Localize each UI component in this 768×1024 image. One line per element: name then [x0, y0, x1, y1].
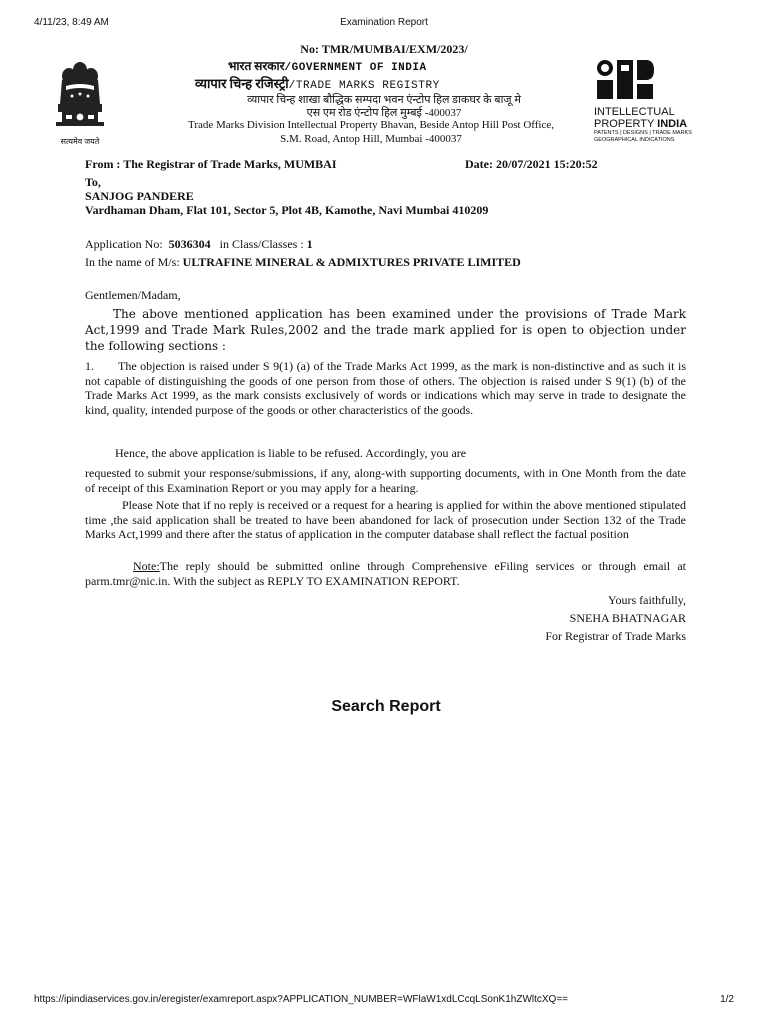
applicant-line — [85, 255, 521, 270]
request-paragraph: requested to submit your response/submissions, if any, along-with supporting documents, with in One Month from the date of receipt of this Examination Report or you may apply for a hearing. — [85, 466, 686, 495]
application-no: 5036304 — [168, 237, 211, 251]
note-text: The reply should be submitted online through Comprehensive eFiling services or through email at parm.tmr@nic.in. With the subject as REPLY TO EXAMINATION REPORT. — [85, 559, 686, 588]
applicant-label: In the name of M/s: — [85, 255, 180, 269]
application-line — [85, 237, 313, 252]
please-note-paragraph: Please Note that if no reply is received or a request for a hearing is applied for within the above mentioned stipulated time ,the said application shall be treated to have been abandoned for lack of prosecution under Section 132 of the Trade Marks Act,1999 and there after the status of application in the computer database shall reflect the factual position — [85, 498, 686, 541]
reference-number: No: TMR/MUMBAI/EXM/2023/ — [300, 42, 468, 56]
gov-english: /GOVERNMENT OF INDIA — [284, 62, 427, 74]
gov-hindi: भारत सरकार — [228, 59, 285, 73]
applicant-name: ULTRAFINE MINERAL & ADMIXTURES PRIVATE LIMITED — [182, 255, 521, 269]
ip-india-mark-icon — [594, 57, 656, 101]
note-paragraph — [85, 559, 686, 588]
ipi-line2: PROPERTY INDIA — [594, 118, 688, 130]
address-hindi-2: एस एम रोड एंन्टोप हिल मुम्बई -400037 — [306, 107, 462, 119]
note-label: Note: — [133, 559, 160, 573]
salutation: Gentlemen/Madam, — [85, 288, 181, 302]
recipient-address: Vardhaman Dham, Flat 101, Sector 5, Plot 4B, Kamothe, Navi Mumbai 410209 — [85, 203, 489, 217]
to-label: To, — [85, 175, 101, 189]
ip-india-logo — [594, 57, 704, 141]
class-value: 1 — [306, 237, 313, 251]
address-english-1: Trade Marks Division Intellectual Property Bhavan, Beside Antop Hill Post Office, — [187, 119, 554, 131]
print-title: Examination Report — [340, 17, 428, 28]
emblem-caption: सत्यमेव जयते — [60, 137, 100, 146]
objection-text: The objection is raised under S 9(1) (a) of the Trade Marks Act 1999, as the mark is non-distinctive and as such it is not capable of distinguishing the goods of one person from those of others. The objection is raised under S 9(1) (b) of the Trade Marks Act 1999, as the mark consists exclusively of words or indications which may serve in trade to designate the kind, quality, intended purpose of the goods or other characteristics of the goods. — [85, 359, 686, 417]
search-report-title: Search Report — [331, 698, 441, 715]
ipi-line1: INTELLECTUAL — [594, 106, 675, 118]
gov-line — [228, 57, 427, 74]
print-url: https://ipindiaservices.gov.in/eregister/examreport.aspx?APPLICATION_NUMBER=WFlaW1xdLCcqLSonK1hZWltcXQ== — [34, 994, 569, 1005]
hence-line: Hence, the above application is liable to be refused. Accordingly, you are — [115, 446, 467, 460]
ipi-line3: PATENTS | DESIGNS | TRADE MARKS — [594, 130, 692, 136]
print-datetime: 4/11/23, 8:49 AM — [34, 17, 109, 28]
closing: Yours faithfully, — [607, 593, 686, 607]
application-no-label: Application No: — [85, 237, 163, 251]
objection-paragraph — [85, 359, 686, 417]
class-label: in Class/Classes : — [219, 237, 304, 251]
tmr-line — [195, 74, 440, 92]
tmr-english: /TRADE MARKS REGISTRY — [288, 80, 440, 92]
intro-paragraph: The above mentioned application has been examined under the provisions of Trade Mark Act,1999 and Trade Mark Rules,2002 and the trade mark applied for is open to objection under the following sections : — [85, 307, 686, 353]
address-english-2: S.M. Road, Antop Hill, Mumbai -400037 — [280, 133, 462, 145]
objection-number: 1. — [85, 359, 94, 373]
recipient-name: SANJOG PANDERE — [85, 189, 194, 203]
signatory-name: SNEHA BHATNAGAR — [569, 611, 686, 625]
letter-date: Date: 20/07/2021 15:20:52 — [465, 157, 598, 171]
from-line: From : The Registrar of Trade Marks, MUMBAI — [85, 157, 337, 171]
ipi-line4: GEOGRAPHICAL INDICATIONS — [594, 136, 675, 143]
address-hindi-1: व्यापार चिन्ह शाखा बौद्धिक सम्पदा भवन एंन्टोप हिल डाकघर के बाजू मे — [247, 94, 521, 106]
tmr-hindi: व्यापार चिन्ह रजिस्ट्री — [195, 76, 289, 91]
print-page-number: 1/2 — [720, 994, 734, 1005]
signatory-designation: For Registrar of Trade Marks — [545, 629, 686, 643]
